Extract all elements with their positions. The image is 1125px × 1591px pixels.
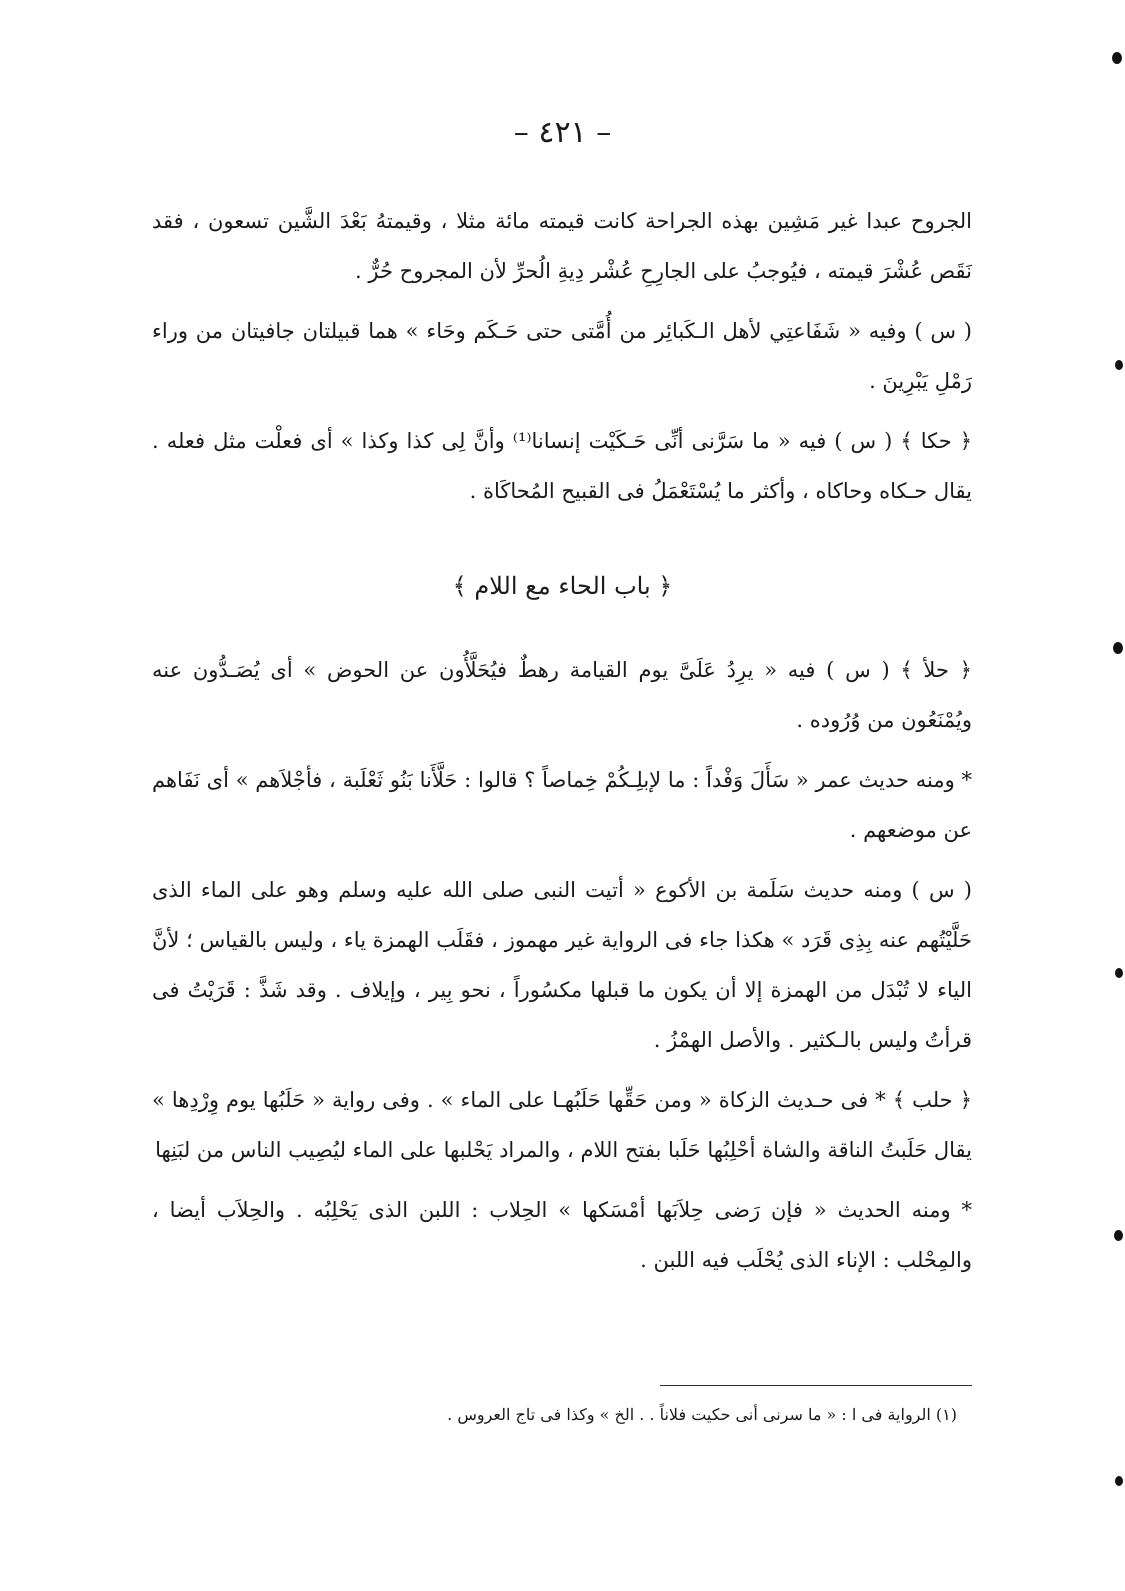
page-number: – ٤٢١ – [513,115,612,150]
scan-speck [1112,52,1122,64]
text-block-bottom [152,645,972,1285]
paragraph: ( س ) ومنه حديث سَلَمة بن الأكوع « أتيت النبى صلى الله عليه وسلم وهو على الماء الذى حَلَّيْتُهم عنه بِذِى قَرَد » هكذا جاء فى الرواية غير مهموز ، فقَلَب الهمزة ياء ، وليس بالقياس ؛ لأنَّ الياء لا تُبْدَل من الهمزة إلا أن يكون ما قبلها مكسُوراً ، نحو بِير ، وإيلاف . وقد شَذَّ : قَرَيْتُ فى قرأتُ وليس بالـكثير . والأصل الهمْزُ . [152,878,972,1052]
scan-speck [1115,1476,1123,1486]
scan-speck [1115,968,1123,978]
text-block-top [152,196,972,516]
section-heading: ﴿ باب الحاء مع اللام ﴾ [452,572,673,600]
paragraph: ﴿ حلب ﴾ * فى حـديث الزكاة « ومن حَقِّها حَلَبُهـا على الماء » . وفى رواية « حَلَبُها يوم وِرْدِها » يقال حَلَبتُ الناقة والشاة أحْلِبُها حَلَبا بفتح اللام ، والمراد يَحْلبها على الماء ليُصِيب الناس من لبَنِها [152,1088,972,1162]
footnote-divider [660,1385,972,1386]
scan-speck [1114,1230,1123,1241]
footnote: (١) الرواية فى ا : « ما سرنى أنى حكيت فلاناً . . الخ » وكذا فى تاج العروس . [447,1405,957,1424]
paragraph: الجروح عبدا غير مَشِين بهذه الجراحة كانت قيمته مائة مثلا ، وقيمتهُ بَعْدَ الشَّين تسعون ، فقد نَقَص عُشْرَ قيمته ، فيُوجبُ على الجارِحِ عُشْر دِيةِ الُحرِّ لأن المجروح حُرٌّ . [152,209,972,283]
scan-speck [1115,360,1123,370]
scan-speck [1113,642,1123,654]
paragraph: * ومنه حديث عمر « سَأَلَ وَفْداً : ما لإبلِـكُمْ خِماصاً ؟ قالوا : حَلَّأَنا بَنُو ثَعْلَبة ، فأجْلاَهم » أى نَفَاهم عن موضعهم . [152,768,972,842]
paragraph: * ومنه الحديث « فإن رَضى حِلاَبَها أمْسَكها » الحِلاب : اللبن الذى يَحْلِبُه . والحِلاَب أيضا ، والمِحْلب : الإناء الذى يُحْلَب فيه اللبن . [152,1198,972,1272]
paragraph: ( س ) وفيه « شَفَاعتِي لأهل الـكَبائِر من أُمَّتى حتى حَـكَم وحَاء » هما قبيلتان جافيتان من وراء رَمْلِ يَبْرِينَ . [152,319,972,393]
paragraph: ﴿ حكا ﴾ ( س ) فيه « ما سَرَّنى أنِّى حَـكَيْت إنسانا⁽¹⁾ وأنَّ لِى كذا وكذا » أى فعلْت مثل فعله . يقال حـكاه وحاكاه ، وأكثر ما يُسْتَعْمَلُ فى القبيح المُحاكَاة . [152,429,972,503]
paragraph: ﴿ حلأ ﴾ ( س ) فيه « يرِدُ عَلَىَّ يوم القيامة رهطٌ فيُحَلَّأُون عن الحوض » أى يُصَـدُّون عنه ويُمْنَعُون من وُرُوده . [152,658,972,732]
